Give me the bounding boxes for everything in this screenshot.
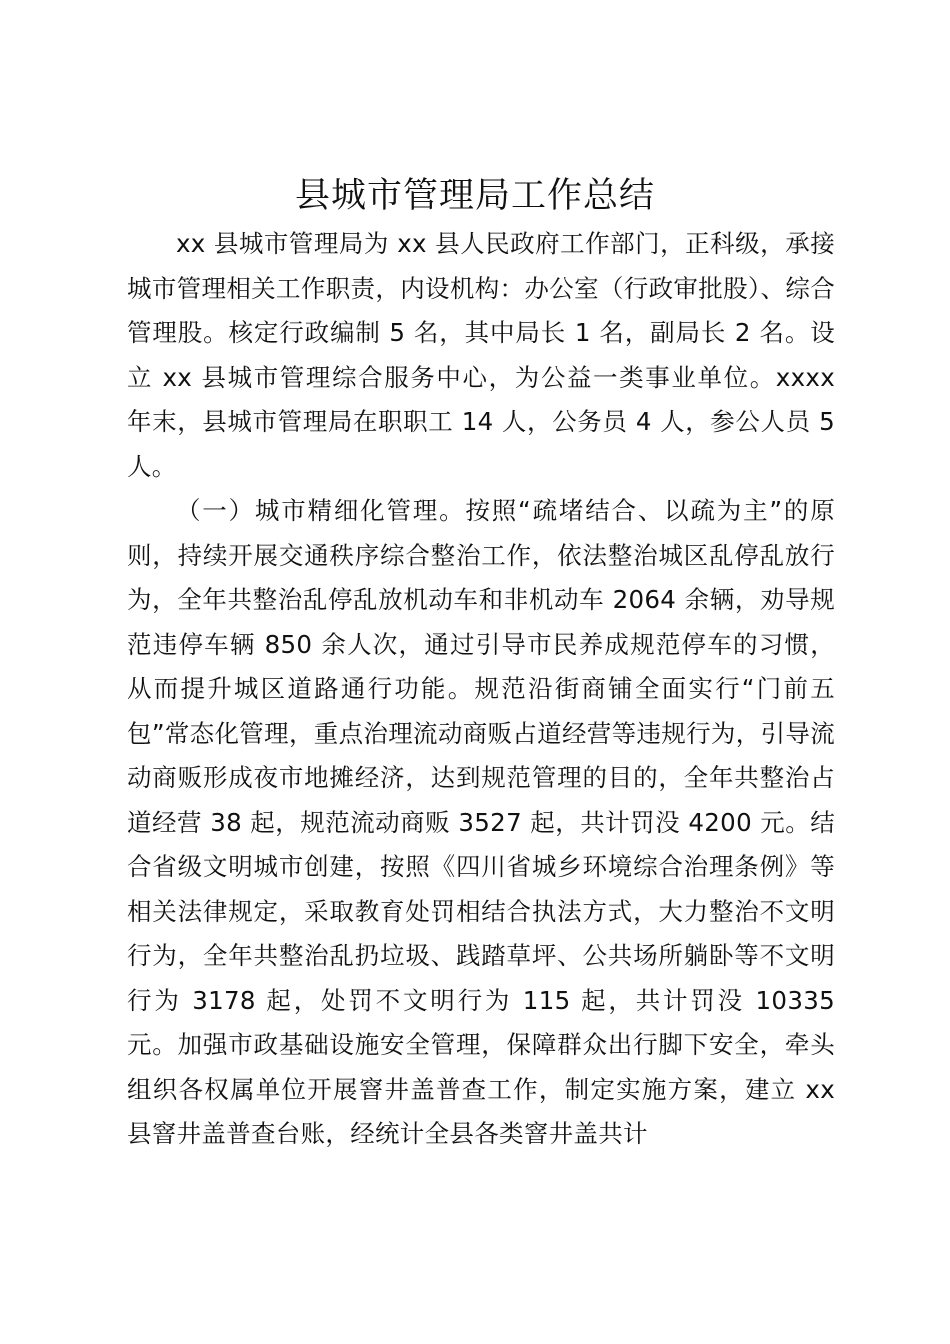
paragraph-city-management: （一）城市精细化管理。按照“疏堵结合、以疏为主”的原则，持续开展交通秩序综合整治工作，依法整治城区乱停乱放行为，全年共整治乱停乱放机动车和非机动车 2064 余辆，劝导规范违停车辆 850 余人次，通过引导市民养成规范停车的习惯，从而提升城区道路通行功能。规范沿街商铺全面实行“门前五包”常态化管理，重点治理流动商贩占道经营等违规行为，引导流动商贩形成夜市地摊经济，达到规范管理的目的，全年共整治占道经营 38 起，规范流动商贩 3527 起，共计罚没 4200 元。结合省级文明城市创建，按照《四川省城乡环境综合治理条例》等相关法律规定，采取教育处罚相结合执法方式，大力整治不文明行为，全年共整治乱扔垃圾、践踏草坪、公共场所躺卧等不文明行为 3178 起，处罚不文明行为 115 起，共计罚没 10335 元。加强市政基础设施安全管理，保障群众出行脚下安全，牵头组织各权属单位开展窨井盖普查工作，制定实施方案，建立 xx 县窨井盖普查台账，经统计全县各类窨井盖共计 <box>127 496 835 1148</box>
document-body <box>127 222 835 1157</box>
paragraph-overview: xx 县城市管理局为 xx 县人民政府工作部门，正科级，承接城市管理相关工作职责，内设机构：办公室（行政审批股）、综合管理股。核定行政编制 5 名，其中局长 1 名，副局长 2 名。设立 xx 县城市管理综合服务中心，为公益一类事业单位。xxxx 年末，县城市管理局在职职工 14 人，公务员 4 人，参公人员 5 人。 <box>127 229 835 481</box>
document-title: 县城市管理局工作总结 <box>294 176 655 216</box>
